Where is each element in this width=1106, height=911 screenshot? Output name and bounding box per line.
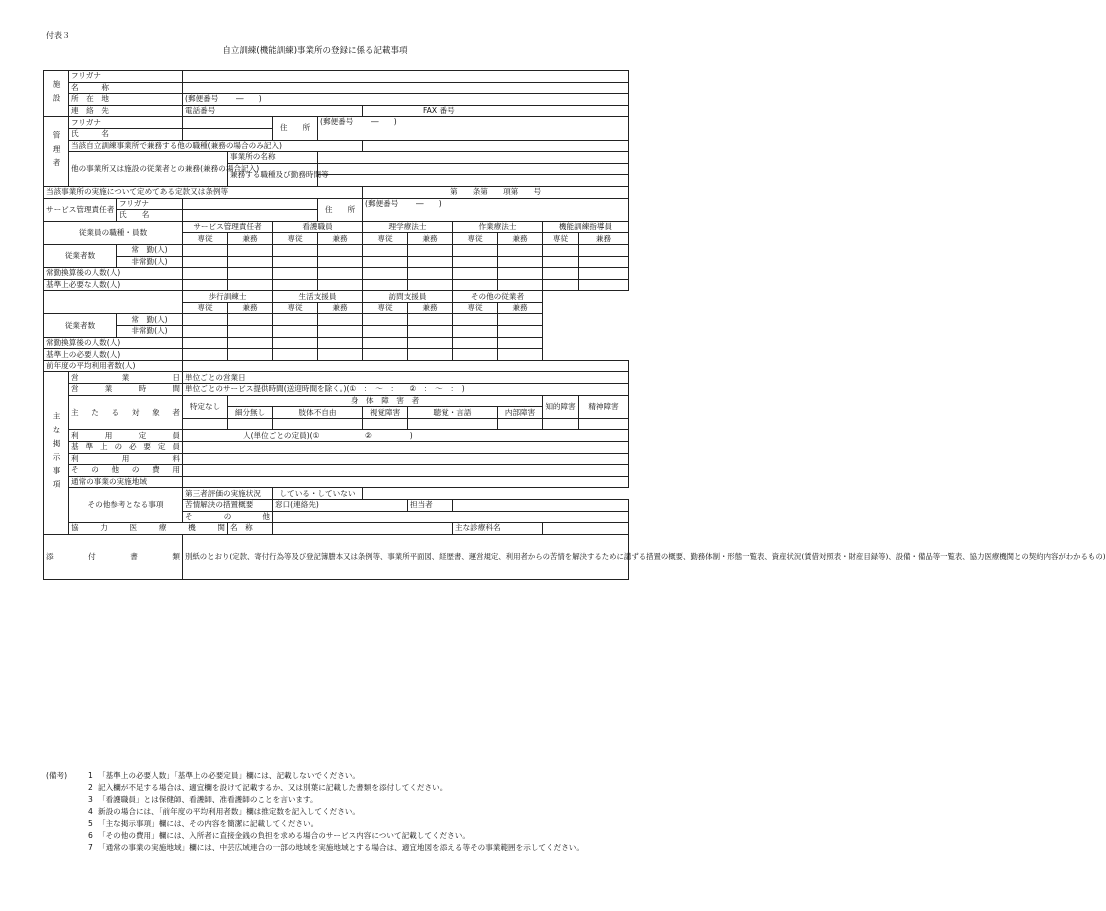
staff-sub1-sen-0: 専従 <box>183 233 228 245</box>
manager-postal[interactable]: (郵便番号 ― ) <box>318 117 629 140</box>
staff-cell[interactable] <box>318 326 363 338</box>
note-row: 3 「看護職員」とは保健師、看護師、准看護師のことを言います。 <box>46 794 591 806</box>
staff-cell[interactable] <box>228 268 273 280</box>
staff-col-life: 生活支援員 <box>273 291 363 303</box>
staff-sub2-ken-1: 兼務 <box>318 302 363 314</box>
staff-cell[interactable] <box>408 349 453 361</box>
target-cell-internal[interactable] <box>498 418 543 430</box>
staff-sub1-sen-1: 専従 <box>273 233 318 245</box>
staff-cell[interactable] <box>228 337 273 349</box>
target-cell-intellectual[interactable] <box>543 418 579 430</box>
attach-text: 別紙のとおり(定款、寄付行為等及び登記簿謄本又は条例等、事業所平面図、経歴書、運営規定、利用者からの苦情を解決するために講ずる措置の概要、勤務体制・形態一覧表、資産状況(賃借対照表・財産目録等)、設備・備品等一覧表、協力医療機関との契約内容がわかるもの) <box>183 534 629 579</box>
manager-other-concurrent-label: 他の事業所又は施設の従業者との兼務(兼務の場合記入) <box>69 152 228 187</box>
other-field[interactable] <box>273 511 629 523</box>
staff-cell[interactable] <box>318 349 363 361</box>
area-field[interactable] <box>183 476 629 488</box>
manager-concurrent-label: 当該自立訓練事業所で兼務する他の職種(兼務の場合のみ記入) <box>69 140 363 152</box>
main-section: 主な掲示事項 <box>44 372 69 534</box>
staff-cell[interactable] <box>183 244 228 256</box>
staff-cell[interactable] <box>453 279 498 291</box>
staff-col-ot: 作業療法士 <box>453 221 543 233</box>
staff-cell[interactable] <box>363 326 408 338</box>
target-cell-mental[interactable] <box>579 418 629 430</box>
facility-name-field[interactable] <box>183 82 629 94</box>
target-cell-unspecified[interactable] <box>183 418 228 430</box>
staff-cell[interactable] <box>363 279 408 291</box>
staff-title: 従業員の職種・員数 <box>44 221 183 244</box>
note-row: 6 「その他の費用」欄には、入所者に直接金銭の負担を求める場合のサービス内容について記載してください。 <box>46 830 591 842</box>
note-4: 新設の場合には、「前年度の平均利用者数」欄は推定数を記入してください。 <box>98 807 360 816</box>
staff-cell[interactable] <box>498 337 543 349</box>
staff-block2-blank <box>44 291 183 314</box>
staff-cell[interactable] <box>408 337 453 349</box>
facility-phone-label[interactable]: 電話番号 <box>183 105 363 117</box>
staff-cell[interactable] <box>498 314 543 326</box>
req-capacity-label: 基準上の必要定員 <box>69 442 183 454</box>
office-name-label: 事業所の名称 <box>228 152 318 164</box>
fee-label: 利 用 料 <box>69 453 183 465</box>
phys-type-limb: 肢体不自由 <box>273 407 363 419</box>
staff-cell[interactable] <box>498 244 543 256</box>
svc-manager-label: サービス管理責任者 <box>44 198 117 221</box>
staff-cell[interactable] <box>498 326 543 338</box>
phys-type-visual: 視覚障害 <box>363 407 408 419</box>
manager-name-field[interactable] <box>183 128 273 140</box>
staff-block2-empty <box>543 291 629 361</box>
svc-furigana-label: フリガナ <box>117 198 183 210</box>
third-party-value[interactable]: している・していない <box>273 488 363 500</box>
staff-cell[interactable] <box>183 256 228 268</box>
staff-sub1-ken-4: 兼務 <box>579 233 629 245</box>
staff-sub2-ken-2: 兼務 <box>408 302 453 314</box>
staff-col-visit: 訪問支援員 <box>363 291 453 303</box>
other-label: そ の 他 <box>183 511 273 523</box>
complaint-window[interactable]: 窓口(連絡先) <box>273 499 408 511</box>
part-label-1: 非常勤(人) <box>117 256 183 268</box>
registration-form-table <box>43 70 1106 580</box>
staff-cell[interactable] <box>543 256 579 268</box>
days-field[interactable]: 単位ごとの営業日 <box>183 372 629 384</box>
note-3: 「看護職員」とは保健師、看護師、准看護師のことを言います。 <box>98 795 318 804</box>
full-label-2: 常 勤(人) <box>117 314 183 326</box>
staff-cell[interactable] <box>228 244 273 256</box>
phys-type-internal: 内部障害 <box>498 407 543 419</box>
target-label: 主たる対象者 <box>69 395 183 430</box>
staff-col-nurse: 看護職員 <box>273 221 363 233</box>
staff-sub2-ken-3: 兼務 <box>498 302 543 314</box>
target-cell-limb[interactable] <box>273 418 363 430</box>
part-label-2: 非常勤(人) <box>117 326 183 338</box>
svc-name-field[interactable] <box>183 210 318 222</box>
full-label-1: 常 勤(人) <box>117 244 183 256</box>
staff-cell[interactable] <box>273 268 318 280</box>
staff-cell[interactable] <box>363 256 408 268</box>
staff-sub2-sen-2: 専従 <box>363 302 408 314</box>
staff-cell[interactable] <box>363 244 408 256</box>
svc-address-label: 住 所 <box>318 198 363 221</box>
capacity-field[interactable]: 人(単位ごとの定員)(① ② ) <box>183 430 629 442</box>
note-2: 記入欄が不足する場合は、適宜欄を設けて記載するか、又は別葉に記載した書類を添付してください。 <box>98 783 448 792</box>
staff-cell[interactable] <box>228 314 273 326</box>
staff-cell[interactable] <box>579 256 629 268</box>
staff-cell[interactable] <box>273 244 318 256</box>
staff-cell[interactable] <box>183 279 228 291</box>
facility-fax-label[interactable]: FAX 番号 <box>363 105 629 117</box>
staff-sub1-sen-2: 専従 <box>363 233 408 245</box>
staff-cell[interactable] <box>408 256 453 268</box>
required-label-2: 基準上の必要人数(人) <box>44 349 183 361</box>
staff-cell[interactable] <box>579 279 629 291</box>
required-label-1: 基準上必要な人数(人) <box>44 279 183 291</box>
target-intellectual: 知的障害 <box>543 395 579 418</box>
staff-cell[interactable] <box>363 314 408 326</box>
staff-cell[interactable] <box>408 326 453 338</box>
staff-cell[interactable] <box>183 337 228 349</box>
staff-cell[interactable] <box>579 268 629 280</box>
facility-address-label: 所 在 地 <box>69 94 183 106</box>
regulation-label: 当該事業所の実施について定めてある定款又は条例等 <box>44 186 363 198</box>
staff-cell[interactable] <box>183 268 228 280</box>
target-cell-hearing[interactable] <box>408 418 498 430</box>
staff-sub1-ken-1: 兼務 <box>318 233 363 245</box>
note-row: 7 「通常の事業の実施地域」欄には、中芸広域連合の一部の地域を実施地域とする場合は、適宜地図を添える等その事業範囲を示してください。 <box>46 842 591 854</box>
staff-cell[interactable] <box>453 244 498 256</box>
job-hours-label: 兼務する職種及び勤務時間等 <box>228 163 318 186</box>
coop-label: 協 力 医 療 機 関 <box>69 523 228 535</box>
note-5: 「主な掲示事項」欄には、その内容を簡潔に記載してください。 <box>98 819 319 828</box>
staff-cell[interactable] <box>228 326 273 338</box>
staff-cell[interactable] <box>318 244 363 256</box>
hours-field[interactable]: 単位ごとのサービス提供時間(送迎時間を除く。)(① ： ～ ： ② ： ～ ： ) <box>183 384 629 396</box>
staff-col-pt: 理学療法士 <box>363 221 453 233</box>
notes <box>46 770 591 854</box>
office-name-field[interactable] <box>318 152 629 164</box>
target-cell-visual[interactable] <box>363 418 408 430</box>
other-ref-label: その他参考となる事項 <box>69 488 183 523</box>
staff-cell[interactable] <box>183 349 228 361</box>
other-fee-field[interactable] <box>183 465 629 477</box>
facility-furigana-field[interactable] <box>183 71 629 83</box>
area-label: 通常の事業の実施地域 <box>69 476 183 488</box>
manager-concurrent-field[interactable] <box>363 140 629 152</box>
target-cell-none[interactable] <box>228 418 273 430</box>
staff-sub2-sen-1: 専従 <box>273 302 318 314</box>
staff-cell[interactable] <box>408 268 453 280</box>
notes-label: (備考) <box>46 771 68 780</box>
manager-name-label: 氏 名 <box>69 128 183 140</box>
note-row: 4 新設の場合には、「前年度の平均利用者数」欄は推定数を記入してください。 <box>46 806 591 818</box>
coop-name-field[interactable] <box>273 523 453 535</box>
facility-postal[interactable]: (郵便番号 ― ) <box>183 94 629 106</box>
staff-cell[interactable] <box>408 279 453 291</box>
coop-dept-field[interactable] <box>543 523 629 535</box>
avg-users-label: 前年度の平均利用者数(人) <box>44 360 183 372</box>
svc-postal[interactable]: (郵便番号 ― ) <box>363 198 629 221</box>
target-mental: 精神障害 <box>579 395 629 418</box>
staff-cell[interactable] <box>453 349 498 361</box>
staff-sub1-ken-3: 兼務 <box>498 233 543 245</box>
note-7: 「通常の事業の実施地域」欄には、中芸広域連合の一部の地域を実施地域とする場合は、適宜地図を添える等その事業範囲を示してください。 <box>98 843 584 852</box>
note-1: 「基準上の必要人数」「基準上の必要定員」欄には、記載しないでください。 <box>98 771 360 780</box>
staff-cell[interactable] <box>363 337 408 349</box>
staff-cell[interactable] <box>318 279 363 291</box>
staff-cell[interactable] <box>273 349 318 361</box>
staff-sub1-sen-4: 専従 <box>543 233 579 245</box>
staff-cell[interactable] <box>453 268 498 280</box>
complaint-person-label: 担当者 <box>408 499 453 511</box>
staff-sub2-sen-3: 専従 <box>453 302 498 314</box>
staff-cell[interactable] <box>408 244 453 256</box>
staff-cell[interactable] <box>408 314 453 326</box>
staff-sub1-ken-0: 兼務 <box>228 233 273 245</box>
staff-cell[interactable] <box>318 314 363 326</box>
staff-cell[interactable] <box>228 279 273 291</box>
days-label: 営 業 日 <box>69 372 183 384</box>
staff-cell[interactable] <box>273 256 318 268</box>
staff-cell[interactable] <box>543 244 579 256</box>
emp-count-label-2: 従業者数 <box>44 314 117 337</box>
svc-name-label: 氏 名 <box>117 210 183 222</box>
emp-count-label-1: 従業者数 <box>44 244 117 267</box>
facility-contact-label: 連 絡 先 <box>69 105 183 117</box>
staff-cell[interactable] <box>498 349 543 361</box>
appendix-label: 付表３ <box>46 31 70 40</box>
staff-col-other: その他の従業者 <box>453 291 543 303</box>
staff-cell[interactable] <box>273 314 318 326</box>
facility-section: 施設 <box>44 71 69 117</box>
job-hours-field-1[interactable] <box>318 163 629 175</box>
coop-name-label: 名 称 <box>228 523 273 535</box>
staff-cell[interactable] <box>453 337 498 349</box>
form-title: 自立訓練(機能訓練)事業所の登録に係る記載事項 <box>222 46 408 56</box>
staff-cell[interactable] <box>498 268 543 280</box>
staff-cell[interactable] <box>228 349 273 361</box>
staff-cell[interactable] <box>273 279 318 291</box>
facility-name-label: 名 称 <box>69 82 183 94</box>
staff-cell[interactable] <box>273 326 318 338</box>
note-row: 2 記入欄が不足する場合は、適宜欄を設けて記載するか、又は別葉に記載した書類を添付してください。 <box>46 782 591 794</box>
staff-cell[interactable] <box>318 337 363 349</box>
staff-cell[interactable] <box>318 256 363 268</box>
staff-cell[interactable] <box>453 314 498 326</box>
coop-dept-label: 主な診療科名 <box>453 523 543 535</box>
staff-cell[interactable] <box>543 268 579 280</box>
staff-cell[interactable] <box>498 279 543 291</box>
regulation-article[interactable]: 第 条第 項第 号 <box>363 186 629 198</box>
fte-label-1: 常勤換算後の人数(人) <box>44 268 183 280</box>
complaint-label: 苦情解決の措置概要 <box>183 499 273 511</box>
third-party-blank <box>363 488 629 500</box>
staff-cell[interactable] <box>543 279 579 291</box>
capacity-label: 利 用 定 員 <box>69 430 183 442</box>
fte-label-2: 常勤換算後の人数(人) <box>44 337 183 349</box>
other-fee-label: その他の費用 <box>69 465 183 477</box>
phys-type-none: 細分無し <box>228 407 273 419</box>
staff-sub1-sen-3: 専従 <box>453 233 498 245</box>
staff-cell[interactable] <box>453 326 498 338</box>
target-unspecified: 特定なし <box>183 395 228 418</box>
staff-cell[interactable] <box>273 337 318 349</box>
staff-sub1-ken-2: 兼務 <box>408 233 453 245</box>
staff-cell[interactable] <box>498 256 543 268</box>
note-row: (備考) 1 「基準上の必要人数」「基準上の必要定員」欄には、記載しないでください。 <box>46 770 591 782</box>
note-row: 5 「主な掲示事項」欄には、その内容を簡潔に記載してください。 <box>46 818 591 830</box>
staff-sub2-sen-0: 専従 <box>183 302 228 314</box>
manager-section: 管理者 <box>44 117 69 187</box>
manager-address-label: 住 所 <box>273 117 318 140</box>
manager-furigana-field[interactable] <box>183 117 273 129</box>
note-6: 「その他の費用」欄には、入所者に直接金銭の負担を求める場合のサービス内容について記載してください。 <box>98 831 470 840</box>
facility-furigana-label: フリガナ <box>69 71 183 83</box>
staff-cell[interactable] <box>363 268 408 280</box>
job-hours-field-2[interactable] <box>318 175 629 187</box>
phys-type-hearing: 聴覚・言語 <box>408 407 498 419</box>
staff-col-svc-manager: サービス管理責任者 <box>183 221 273 233</box>
staff-cell[interactable] <box>183 314 228 326</box>
svc-furigana-field[interactable] <box>183 198 318 210</box>
staff-sub2-ken-0: 兼務 <box>228 302 273 314</box>
req-capacity-field[interactable] <box>183 442 629 454</box>
complaint-person-field[interactable] <box>453 499 629 511</box>
staff-col-walk: 歩行訓練士 <box>183 291 273 303</box>
avg-users-field[interactable] <box>183 360 629 372</box>
fee-field[interactable] <box>183 453 629 465</box>
staff-cell[interactable] <box>228 256 273 268</box>
target-physical: 身 体 障 害 者 <box>228 395 543 407</box>
staff-cell[interactable] <box>318 268 363 280</box>
staff-cell[interactable] <box>579 244 629 256</box>
staff-col-trainer: 機能訓練指導員 <box>543 221 629 233</box>
hours-label: 営 業 時 間 <box>69 384 183 396</box>
staff-cell[interactable] <box>183 326 228 338</box>
attach-label: 添 付 書 類 <box>44 534 183 579</box>
staff-cell[interactable] <box>453 256 498 268</box>
manager-furigana-label: フリガナ <box>69 117 183 129</box>
third-party-label: 第三者評価の実施状況 <box>183 488 273 500</box>
staff-cell[interactable] <box>363 349 408 361</box>
